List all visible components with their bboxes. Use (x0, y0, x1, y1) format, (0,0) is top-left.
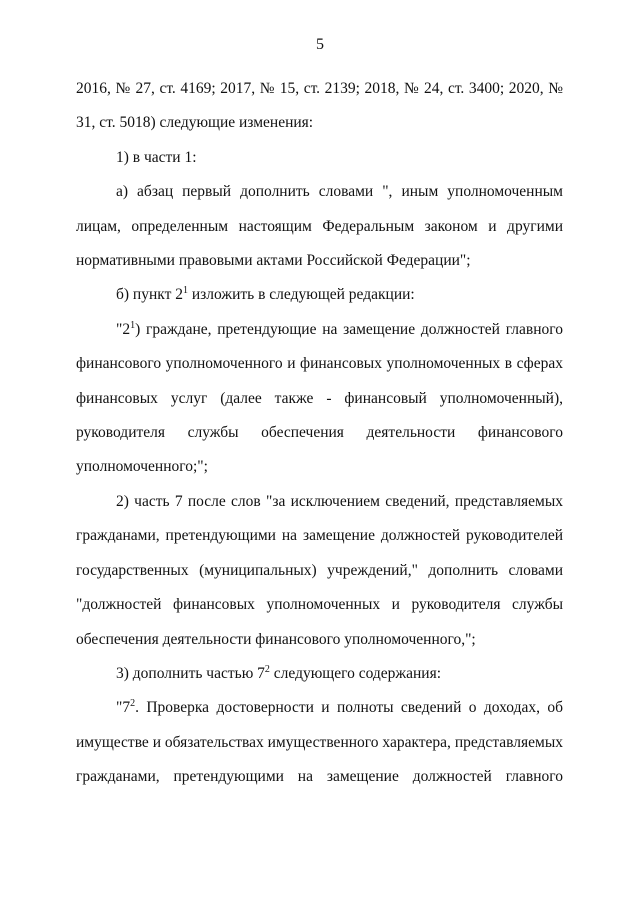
paragraph-5 (76, 313, 563, 485)
paragraph-5-superscript: 1 (130, 319, 136, 331)
paragraph-4-superscript: 1 (183, 285, 188, 297)
paragraph-3: а) абзац первый дополнить словами ", иным уполномоченным лицам, определенным настоящим Федеральным законом и другими нормативными правовыми актами Российской Федерации"; (76, 183, 563, 270)
paragraph-2: 1) в части 1: (116, 148, 197, 166)
paragraph-7-text-end: следующего содержания: (269, 664, 442, 682)
paragraph-5-text-start: "2 (116, 320, 131, 338)
paragraph-4-text-start: б) пункт 2 (116, 286, 183, 304)
document-body (76, 72, 563, 795)
paragraph-8-superscript: 2 (130, 698, 136, 710)
paragraph-1: 2016, № 27, ст. 4169; 2017, № 15, ст. 2139; 2018, № 24, ст. 3400; 2020, № 31, ст. 5018) следующие изменения: (76, 80, 563, 132)
paragraph-8-text-start: "7 (116, 699, 131, 717)
paragraph-7-superscript: 2 (264, 663, 270, 675)
paragraph-7-text-start: 3) дополнить частью 7 (116, 664, 265, 682)
paragraph-5-text-end: ) граждане, претендующие на замещение должностей главного финансового уполномоченного и финансовых уполномоченных в сферах финансовых услуг (далее также - финансовый уполномоченный), руководителя службы обеспечения деятельности финансового уполномоченного;"; (76, 320, 563, 476)
paragraph-4-text-end: изложить в следующей редакции: (188, 286, 415, 304)
paragraph-7 (76, 657, 563, 691)
paragraph-6: 2) часть 7 после слов "за исключением сведений, представляемых гражданами, претендующими на замещение должностей руководителей государственных (муниципальных) учреждений," дополнить словами "должностей финансовых уполномоченных и руководителя службы обеспечения деятельности финансового уполномоченного,"; (76, 492, 563, 648)
paragraph-4 (76, 278, 563, 312)
paragraph-8-text-end: . Проверка достоверности и полноты сведений о доходах, об имуществе и обязательствах имущественного характера, представляемых гражданами, претендующими на замещение должностей главного (76, 699, 563, 786)
paragraph-8 (76, 691, 563, 794)
page-number: 5 (316, 36, 324, 53)
